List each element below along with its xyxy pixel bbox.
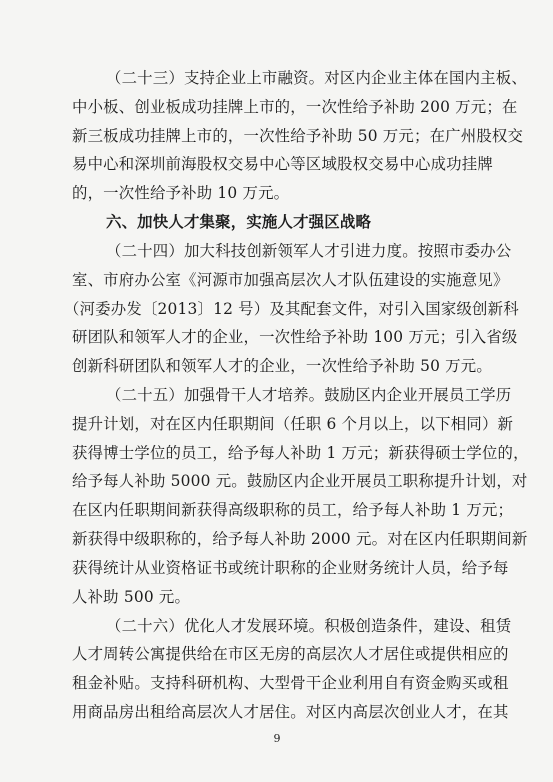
section-6-heading: 六、加快人才集聚，实施人才强区战略 xyxy=(106,213,372,232)
text-line: 提升计划，对在区内任职期间（任职 6 个月以上，以下相同）新 xyxy=(72,414,514,433)
text-line: 室、市府办公室《河源市加强高层次人才队伍建设的实施意见》 xyxy=(72,270,509,289)
text-line: （二十五）加强骨干人才培养。鼓励区内企业开展员工学历 xyxy=(106,386,512,404)
text-line: （河委办发〔2013〕12 号）及其配套文件，对引入国家级创新科 xyxy=(64,299,519,318)
text-line: 易中心和深圳前海股权交易中心等区域股权交易中心成功挂牌 xyxy=(72,155,493,174)
text-line: 人补助 500 元。 xyxy=(72,587,191,606)
text-line: 获得博士学位的员工，给予每人补助 1 万元；新获得硕士学位的， xyxy=(72,443,529,462)
text-line: 获得统计从业资格证书或统计职称的企业财务统计人员，给予每 xyxy=(72,558,509,577)
text-line: 给予每人补助 5000 元。鼓励区内企业开展员工职称提升计划，对 xyxy=(72,472,528,491)
text-line: 的，一次性给予补助 10 万元。 xyxy=(72,184,290,203)
text-line: （二十六）优化人才发展环境。积极创造条件，建设、租赁 xyxy=(106,616,512,635)
text-line: 人才周转公寓提供给在市区无房的高层次人才居住或提供相应的 xyxy=(72,645,509,664)
text-line: 研团队和领军人才的企业，一次性给予补助 100 万元；引入省级 xyxy=(72,328,518,347)
text-line: 用商品房出租给高层次人才居住。对区内高层次创业人才，在其 xyxy=(72,703,509,721)
text-line: 租金补贴。支持科研机构、大型骨干企业利用自有资金购买或租 xyxy=(72,674,509,693)
text-line: （二十四）加大科技创新领军人才引进力度。按照市委办公 xyxy=(106,241,512,260)
text-line: （二十三）支持企业上市融资。对区内企业主体在国内主板、 xyxy=(106,69,527,87)
text-line: 创新科研团队和领军人才的企业，一次性给予补助 50 万元。 xyxy=(72,357,492,376)
text-line: 中小板、创业板成功挂牌上市的，一次性给予补助 200 万元；在 xyxy=(72,97,518,116)
page-number: 9 xyxy=(273,732,281,745)
text-line: 在区内任职期间新获得高级职称的员工，给予每人补助 1 万元； xyxy=(72,501,514,520)
text-line: 新三板成功挂牌上市的，一次性给予补助 50 万元；在广州股权交 xyxy=(72,126,524,145)
text-line: 新获得中级职称的，给予每人补助 2000 元。对在区内任职期间新 xyxy=(72,530,528,549)
